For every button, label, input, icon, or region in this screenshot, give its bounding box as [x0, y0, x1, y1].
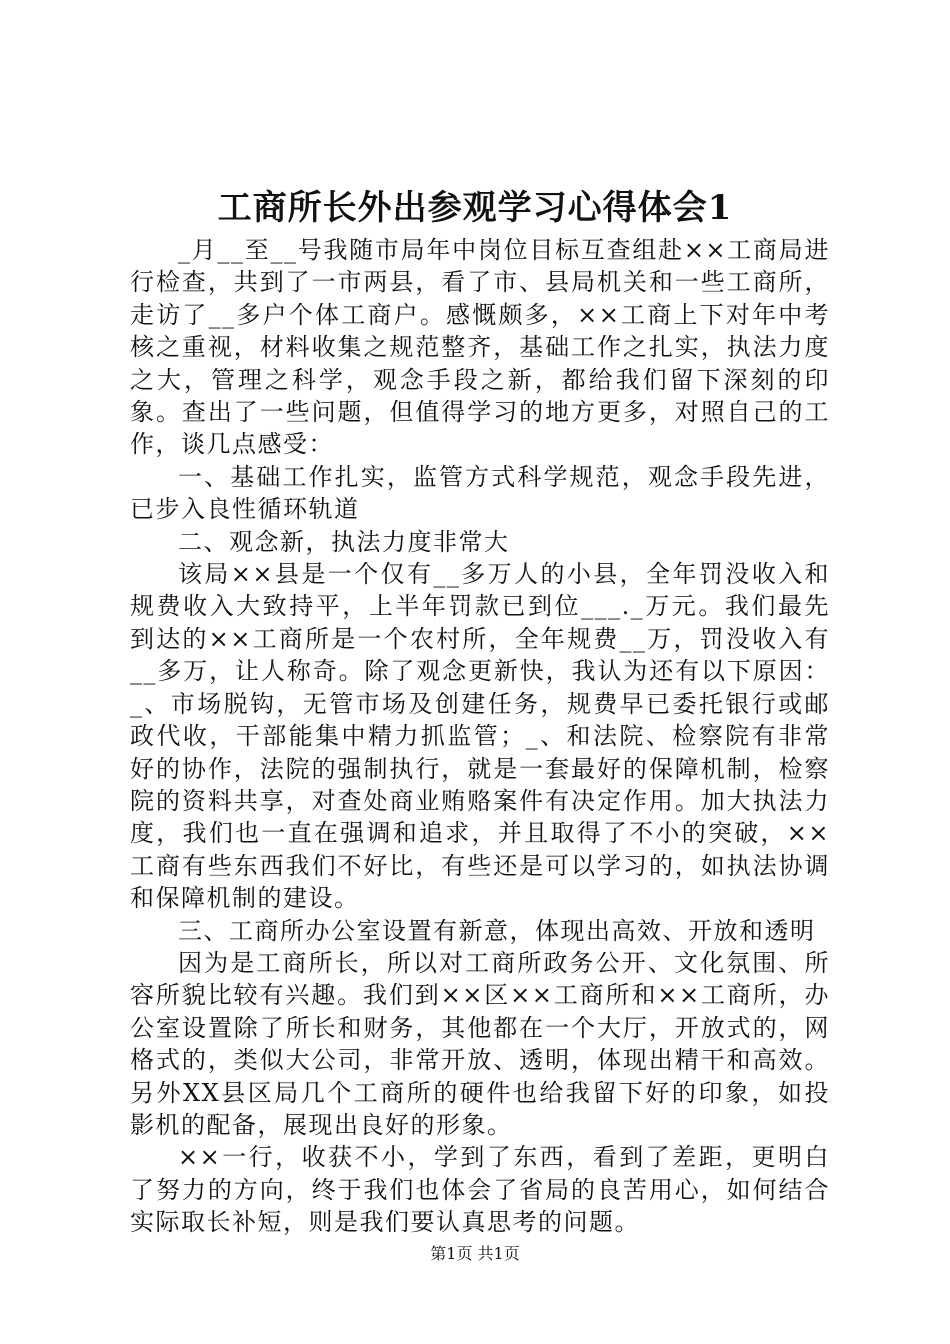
- section-heading-3: 三、工商所办公室设置有新意，体现出高效、开放和透明: [178, 916, 816, 945]
- section-heading-1: 一、基础工作扎实，监管方式科学规范，观念手段先进，已步入良性循环轨道: [130, 462, 830, 524]
- document-title: 工商所长外出参观学习心得体会1: [217, 188, 733, 228]
- paragraph-office: 因为是工商所长，所以对工商所政务公开、文化氛围、所容所貌比较有兴趣。我们到××区××工商所和××工商所，办公室设置除了所长和财务，其他都在一个大厅，开放式的，网格式的，类似大公司，非常开放、透明，体现出精干和高效。另外XX县区局几个工商所的硬件也给我留下好的印象，如投影机的配备，展现出良好的形象。: [130, 948, 830, 1139]
- paragraph-intro: _月__至__号我随市局年中岗位目标互查组赴××工商局进行检查，共到了一市两县，看了市、县局机关和一些工商所，走访了__多户个体工商户。感慨颇多，××工商上下对年中考核之重视，材料收集之规范整齐，基础工作之扎实，执法力度之大，管理之科学，观念手段之新，都给我们留下深刻的印象。查出了一些问题，但值得学习的地方更多，对照自己的工作，谈几点感受：: [130, 236, 830, 459]
- document-body: [130, 234, 830, 1239]
- paragraph-conclusion: ××一行，收获不小，学到了东西，看到了差距，更明白了努力的方向，终于我们也体会了省局的良苦用心，如何结合实际取长补短，则是我们要认真思考的问题。: [130, 1143, 830, 1237]
- page-footer: 第1页 共1页: [430, 1244, 520, 1263]
- paragraph-enforcement: 该局××县是一个仅有__多万人的小县，全年罚没收入和规费收入大致持平，上半年罚款已到位___._万元。我们最先到达的××工商所是一个农村所，全年规费__万，罚没收入有__多万，让人称奇。除了观念更新快，我认为还有以下原因：_、市场脱钩，无管市场及创建任务，规费早已委托银行或邮政代收，干部能集中精力抓监管；_、和法院、检察院有非常好的协作，法院的强制执行，就是一套最好的保障机制，检察院的资料共享，对查处商业贿赂案件有决定作用。加大执法力度，我们也一直在强调和追求，并且取得了不小的突破，××工商有些东西我们不好比，有些还是可以学习的，如执法协调和保障机制的建设。: [130, 560, 830, 913]
- section-heading-2: 二、观念新，执法力度非常大: [178, 527, 510, 556]
